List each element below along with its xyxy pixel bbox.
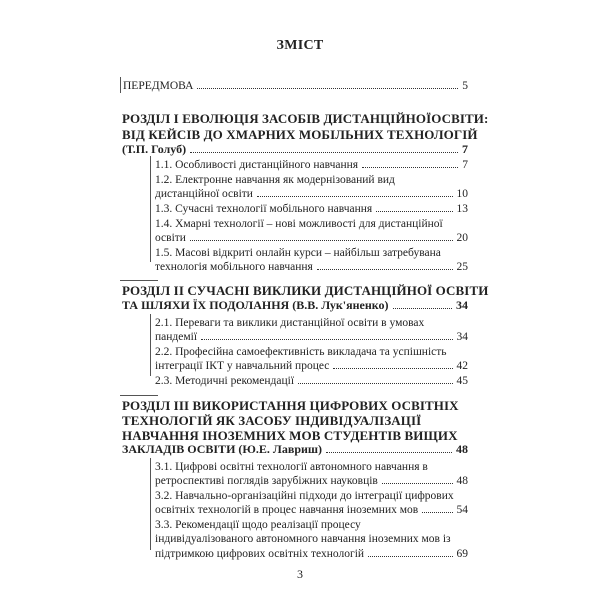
toc-section-3[interactable] (122, 443, 468, 456)
toc-entry-1-5[interactable] (155, 261, 468, 274)
dot-leader (257, 196, 453, 197)
dot-leader (393, 308, 453, 309)
toc-entry-page: 42 (456, 360, 468, 372)
toc-entry-label: освітніх технологій в процес навчання іноземних мов (155, 504, 419, 516)
dot-leader (376, 211, 452, 212)
toc-entry-page: 7 (462, 159, 468, 171)
toc-entry-page: 5 (462, 80, 468, 92)
rule-vertical (150, 156, 151, 262)
page-title: ЗМІСТ (276, 38, 324, 53)
dot-leader (368, 556, 452, 557)
section-heading-line: ТЕХНОЛОГІЙ ЯК ЗАСОБУ ІНДИВІДУАЛІЗАЦІЇ (122, 413, 422, 428)
section-page: 34 (456, 298, 468, 312)
dot-leader (422, 512, 452, 513)
section-page: 7 (462, 142, 468, 156)
toc-entry-3-3[interactable] (155, 548, 468, 561)
toc-entry-1-2[interactable] (155, 188, 468, 201)
toc-entry-page: 10 (456, 188, 468, 200)
toc-entry-1-1[interactable] (155, 159, 468, 172)
dot-leader (382, 483, 453, 484)
dot-leader (333, 368, 452, 369)
toc-entry-2-2-line: 2.2. Професійна самоефективність викладача та успішність (155, 346, 447, 358)
toc-entry-3-2[interactable] (155, 504, 468, 517)
toc-entry-1-4-line: 1.4. Хмарні технології – нові можливості для дистанційної (155, 218, 443, 230)
section-heading-line: РОЗДІЛ ІІ СУЧАСНІ ВИКЛИКИ ДИСТАНЦІЙНОЇ ОСВІТИ (122, 283, 489, 298)
toc-entry-1-3[interactable] (155, 203, 468, 216)
dot-leader (298, 383, 452, 384)
toc-entry-label: ПЕРЕДМОВА (123, 80, 194, 92)
toc-entry-label: 1.1. Особливості дистанційного навчання (155, 159, 359, 171)
section-heading-line: НАВЧАННЯ ІНОЗЕМНИХ МОВ СТУДЕНТІВ ВИЩИХ (122, 428, 458, 443)
toc-entry-3-1[interactable] (155, 475, 468, 488)
toc-entry-label: інтеграції ІКТ у навчальний процес (155, 360, 330, 372)
toc-entry-2-3[interactable] (155, 375, 468, 388)
toc-section-2[interactable] (122, 299, 468, 312)
dot-leader (190, 152, 458, 153)
toc-entry-2-2[interactable] (155, 360, 468, 373)
toc-entry-1-4[interactable] (155, 232, 468, 245)
toc-entry-label: дистанційної освіти (155, 188, 253, 200)
rule-horizontal (120, 280, 158, 281)
section-heading-line: ВІД КЕЙСІВ ДО ХМАРНИХ МОБІЛЬНИХ ТЕХНОЛОГІЙ (122, 127, 478, 142)
section-heading-line: ТА ШЛЯХИ ЇХ ПОДОЛАННЯ (В.В. Лук'яненко) (122, 298, 389, 312)
toc-entry-1-2-line: 1.2. Електронне навчання як модернізований вид (155, 174, 395, 186)
toc-entry-3-2-line: 3.2. Навчально-організаційні підходи до інтеграції цифрових (155, 490, 454, 502)
rule-vertical (150, 458, 151, 550)
toc-entry-3-1-line: 3.1. Цифрові освітні технології автономного навчання в (155, 461, 428, 473)
toc-entry-page: 48 (456, 475, 468, 487)
section-heading-line: ЗАКЛАДІВ ОСВІТИ (Ю.Е. Лавриш) (122, 442, 323, 456)
toc-entry-page: 34 (456, 331, 468, 343)
rule-horizontal (120, 395, 158, 396)
page-number: 3 (297, 567, 303, 581)
toc-entry-page: 69 (456, 548, 468, 560)
toc-entry-3-3-line: 3.3. Рекомендації щодо реалізації процесу (155, 519, 361, 531)
toc-entry-label: технологія мобільного навчання (155, 261, 313, 273)
toc-section-1[interactable] (122, 143, 468, 156)
section-author: (Т.П. Голуб) (122, 142, 187, 156)
toc-entry-label: 1.3. Сучасні технології мобільного навчання (155, 203, 373, 215)
toc-entry-label: освіти (155, 232, 186, 244)
dot-leader (190, 240, 453, 241)
toc-entry-2-1-line: 2.1. Переваги та виклики дистанційної освіти в умовах (155, 317, 425, 329)
toc-entry-label: підтримкою цифрових освітніх технологій (155, 548, 365, 560)
dot-leader (197, 88, 458, 89)
section-heading-line: РОЗДІЛ ІІІ ВИКОРИСТАННЯ ЦИФРОВИХ ОСВІТНІХ (122, 398, 459, 413)
toc-entry-label: ретроспективі поглядів зарубіжних науковців (155, 475, 378, 487)
toc-entry-3-3-line: індивідуалізованого автономного навчання іноземних мов із (155, 533, 451, 545)
toc-entry-page: 20 (456, 232, 468, 244)
dot-leader (326, 452, 452, 453)
rule-vertical (150, 314, 151, 376)
section-heading-line: РОЗДІЛ І ЕВОЛЮЦІЯ ЗАСОБІВ ДИСТАНЦІЙНОЇОСВІТИ: (122, 111, 489, 126)
rule-vertical (120, 77, 121, 93)
toc-entry-preface[interactable] (123, 80, 468, 93)
toc-entry-page: 54 (456, 504, 468, 516)
toc-entry-1-5-line: 1.5. Масові відкриті онлайн курси – найбільш затребувана (155, 247, 441, 259)
toc-entry-label: 2.3. Методичні рекомендації (155, 375, 295, 387)
dot-leader (317, 269, 453, 270)
dot-leader (362, 167, 458, 168)
dot-leader (201, 339, 452, 340)
section-page: 48 (456, 442, 468, 456)
toc-entry-page: 45 (456, 375, 468, 387)
toc-entry-label: пандемії (155, 331, 198, 343)
toc-entry-page: 25 (456, 261, 468, 273)
toc-entry-page: 13 (456, 203, 468, 215)
toc-entry-2-1[interactable] (155, 331, 468, 344)
